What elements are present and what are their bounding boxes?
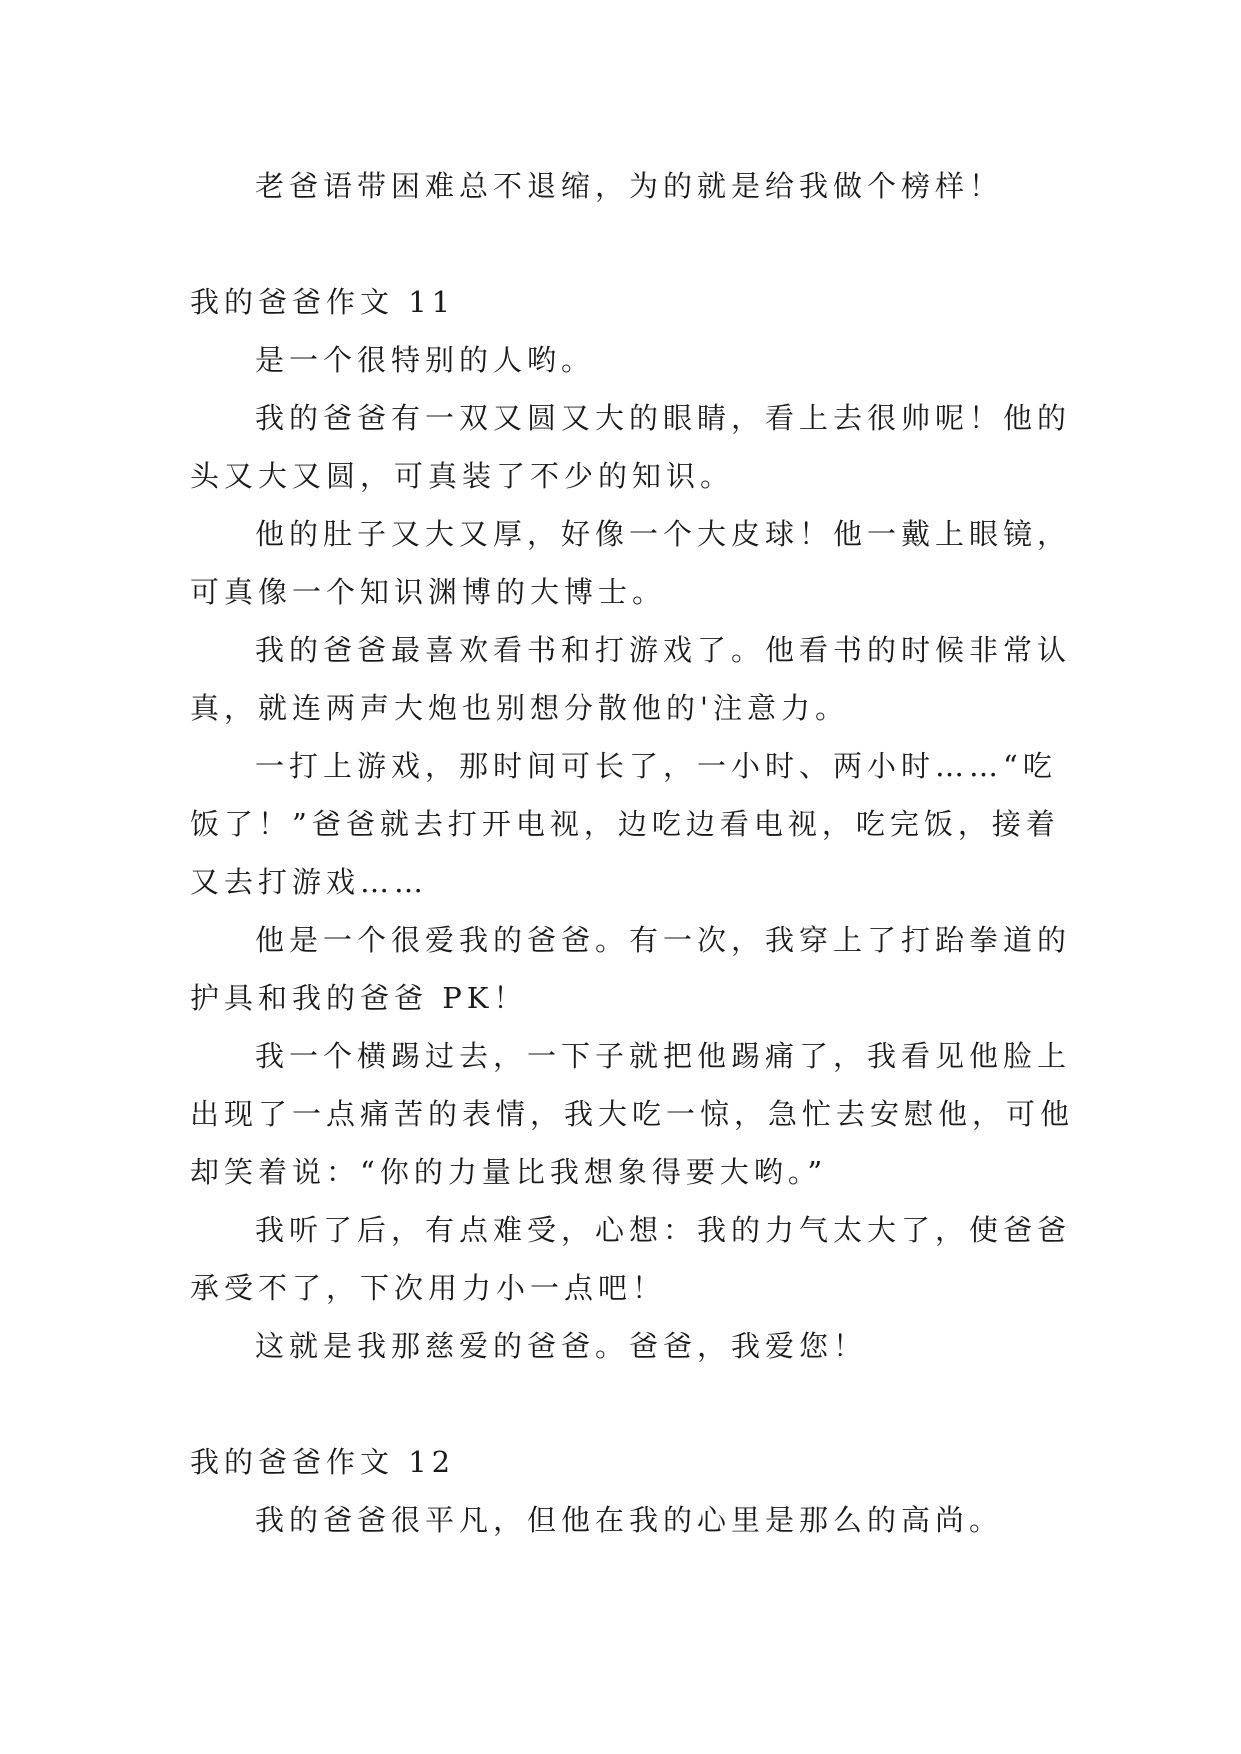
paragraph-line: 是一个很特别的人哟。 [255,343,596,377]
section-heading: 我的爸爸作文 12 [190,1445,456,1479]
paragraph-line: 头又大又圆，可真装了不少的知识。 [190,459,735,493]
paragraph-line: 他是一个很爱我的爸爸。有一次，我穿上了打跆拳道的 [255,923,1072,957]
paragraph-line: 我的爸爸有一双又圆又大的眼睛，看上去很帅呢！他的 [255,401,1072,435]
paragraph-line: 我听了后，有点难受，心想：我的力气太大了，使爸爸 [255,1213,1072,1247]
paragraph-line: 他的肚子又大又厚，好像一个大皮球！他一戴上眼镜， [255,517,1072,551]
paragraph-line: 承受不了，下次用力小一点吧！ [190,1271,667,1305]
section-heading: 我的爸爸作文 11 [190,285,456,319]
paragraph-line: 我一个横踢过去，一下子就把他踢痛了，我看见他脸上 [255,1039,1072,1073]
paragraph-line: 又去打游戏…… [190,865,429,899]
paragraph-line: 一打上游戏，那时间可长了，一小时、两小时……“吃 [255,749,1057,783]
paragraph-line: 可真像一个知识渊博的大博士。 [190,575,667,609]
paragraph-line: 却笑着说：“你的力量比我想象得要大哟。” [190,1155,828,1189]
paragraph-line: 护具和我的爸爸 PK！ [190,981,528,1015]
paragraph-line: 我的爸爸最喜欢看书和打游戏了。他看书的时候非常认 [255,633,1072,667]
paragraph-line: 这就是我那慈爱的爸爸。爸爸，我爱您！ [255,1329,868,1363]
paragraph-line: 我的爸爸很平凡，但他在我的心里是那么的高尚。 [255,1503,1004,1537]
paragraph-line: 饭了！”爸爸就去打开电视，边吃边看电视，吃完饭，接着 [190,807,1060,841]
paragraph-line: 真，就连两声大炮也别想分散他的'注意力。 [190,691,849,725]
paragraph-line: 出现了一点痛苦的表情，我大吃一惊，急忙去安慰他，可他 [190,1097,1075,1131]
paragraph-line: 老爸语带困难总不退缩，为的就是给我做个榜样！ [255,169,1004,203]
